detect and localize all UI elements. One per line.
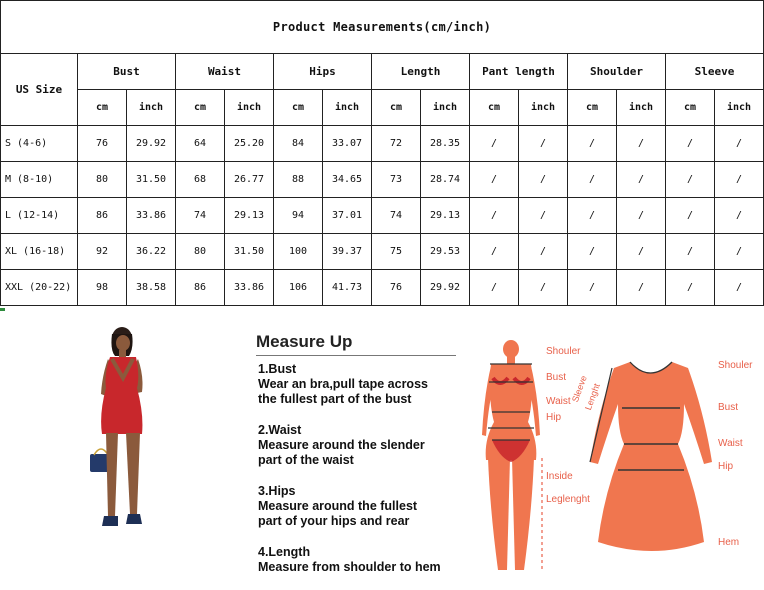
dress-label-hem: Hem (718, 537, 740, 548)
model-photo (82, 326, 172, 538)
step-heading: 3.Hips (258, 484, 296, 498)
measurement-cell: / (617, 162, 666, 198)
measurement-cell: / (568, 162, 617, 198)
table-row (1, 234, 764, 270)
measurement-cell: 100 (274, 234, 323, 270)
measurement-cell: / (666, 270, 715, 306)
measurement-cell: 64 (176, 126, 225, 162)
measure-guide (0, 308, 764, 590)
measure-up-title: Measure Up (256, 332, 353, 351)
unit-inch-header: inch (421, 90, 470, 126)
step-heading: 2.Waist (258, 423, 302, 437)
measurement-cell: 28.74 (421, 162, 470, 198)
step-heading: 4.Length (258, 545, 311, 559)
measurement-cell: / (666, 126, 715, 162)
table-row (1, 162, 764, 198)
measurement-cell: 25.20 (225, 126, 274, 162)
measurement-cell: 38.58 (127, 270, 176, 306)
measurement-cell: / (617, 126, 666, 162)
measurement-cell: / (715, 162, 764, 198)
table-row (1, 198, 764, 234)
step-heading: 1.Bust (258, 362, 297, 376)
step-line: part of the waist (258, 453, 354, 467)
step-hips (258, 484, 508, 529)
measurement-cell: 29.92 (421, 270, 470, 306)
table-row (1, 126, 764, 162)
dress-label-hip: Hip (718, 461, 734, 472)
measurement-cell: 39.37 (323, 234, 372, 270)
measurement-cell: 84 (274, 126, 323, 162)
dress-diagram (586, 352, 716, 562)
measurement-cell: 73 (372, 162, 421, 198)
measurement-cell: 76 (372, 270, 421, 306)
measurement-cell: / (519, 198, 568, 234)
group-header-waist: Waist (176, 54, 274, 90)
step-line: part of your hips and rear (258, 514, 410, 528)
body-label-leg-length: Leglenght (546, 494, 590, 505)
measurement-cell: 74 (372, 198, 421, 234)
step-line: the fullest part of the bust (258, 392, 412, 406)
measurement-cell: / (568, 198, 617, 234)
measurement-cell: 80 (78, 162, 127, 198)
measurement-cell: / (715, 198, 764, 234)
unit-inch-header: inch (519, 90, 568, 126)
group-header-hips: Hips (274, 54, 372, 90)
measurement-cell: 29.13 (225, 198, 274, 234)
measurement-cell: 37.01 (323, 198, 372, 234)
group-header-sleeve: Sleeve (666, 54, 764, 90)
body-label-shoulder: Shouler (546, 346, 581, 357)
measurement-cell: / (666, 198, 715, 234)
measurement-cell: / (519, 270, 568, 306)
measurement-cell: 86 (78, 198, 127, 234)
measurement-cell: / (617, 234, 666, 270)
size-cell: S (4-6) (1, 126, 78, 162)
unit-inch-header: inch (323, 90, 372, 126)
unit-cm-header: cm (274, 90, 323, 126)
measurement-cell: / (470, 234, 519, 270)
measurement-cell: 106 (274, 270, 323, 306)
measurement-cell: 34.65 (323, 162, 372, 198)
step-length (258, 545, 508, 575)
unit-cm-header: cm (372, 90, 421, 126)
group-header-length: Length (372, 54, 470, 90)
corner-mark (0, 308, 5, 311)
group-header-bust: Bust (78, 54, 176, 90)
group-header-pant-length: Pant length (470, 54, 568, 90)
measurement-cell: / (715, 270, 764, 306)
measurement-cell: 76 (78, 126, 127, 162)
measurement-cell: 86 (176, 270, 225, 306)
measurement-cell: / (470, 270, 519, 306)
measurement-cell: 36.22 (127, 234, 176, 270)
step-bust (258, 362, 508, 407)
measurement-cell: 75 (372, 234, 421, 270)
measurement-cell: / (470, 162, 519, 198)
measurement-cell: 29.53 (421, 234, 470, 270)
measurement-cell: / (519, 234, 568, 270)
measurement-cell: / (519, 162, 568, 198)
body-silhouette-diagram (476, 340, 546, 578)
measurement-cell: / (617, 270, 666, 306)
measurement-cell: 72 (372, 126, 421, 162)
measurement-cell: / (470, 126, 519, 162)
measurement-cell: / (715, 126, 764, 162)
measurement-cell: 29.13 (421, 198, 470, 234)
unit-inch-header: inch (127, 90, 176, 126)
unit-cm-header: cm (78, 90, 127, 126)
table-row (1, 270, 764, 306)
measurement-cell: 29.92 (127, 126, 176, 162)
group-header-shoulder: Shoulder (568, 54, 666, 90)
measurement-cell: 80 (176, 234, 225, 270)
measurement-cell: / (715, 234, 764, 270)
unit-cm-header: cm (568, 90, 617, 126)
measurement-cell: / (666, 162, 715, 198)
body-label-bust: Bust (546, 372, 567, 383)
measurement-cell: 88 (274, 162, 323, 198)
measurement-cell: 33.86 (127, 198, 176, 234)
body-label-waist: Waist (546, 396, 571, 407)
step-line: Wear an bra,pull tape across (258, 377, 428, 391)
step-line: Measure around the slender (258, 438, 425, 452)
measurement-cell: / (617, 198, 666, 234)
table-title: Product Measurements(cm/inch) (1, 1, 764, 54)
measurement-cell: 33.86 (225, 270, 274, 306)
unit-inch-header: inch (617, 90, 666, 126)
measurement-cell: / (666, 234, 715, 270)
size-cell: M (8-10) (1, 162, 78, 198)
measurement-cell: / (519, 126, 568, 162)
dress-label-shoulder: Shouler (718, 360, 753, 371)
measurement-cell: 68 (176, 162, 225, 198)
measurement-cell: 28.35 (421, 126, 470, 162)
body-label-hip: Hip (546, 412, 562, 423)
measurement-cell: / (470, 198, 519, 234)
measurement-cell: 94 (274, 198, 323, 234)
measurement-cell: 26.77 (225, 162, 274, 198)
sleeve-word: Sleeve (570, 374, 589, 404)
step-waist (258, 423, 508, 468)
measurement-cell: 74 (176, 198, 225, 234)
measurement-cell: / (568, 270, 617, 306)
measure-up-divider (256, 355, 456, 356)
dress-label-bust: Bust (718, 402, 739, 413)
body-label-inside: Inside (546, 471, 573, 482)
sleeve-length-word: Lenght (583, 382, 602, 412)
size-cell: L (12-14) (1, 198, 78, 234)
dress-label-waist: Waist (718, 438, 743, 449)
unit-cm-header: cm (470, 90, 519, 126)
unit-cm-header: cm (666, 90, 715, 126)
measurement-cell: 33.07 (323, 126, 372, 162)
measurement-cell: 92 (78, 234, 127, 270)
unit-inch-header: inch (715, 90, 764, 126)
size-cell: XL (16-18) (1, 234, 78, 270)
measurement-cell: 41.73 (323, 270, 372, 306)
size-cell: XXL (20-22) (1, 270, 78, 306)
step-line: Measure around the fullest (258, 499, 418, 513)
measurement-cell: 31.50 (225, 234, 274, 270)
unit-inch-header: inch (225, 90, 274, 126)
measurement-cell: 98 (78, 270, 127, 306)
size-column-header: US Size (1, 54, 78, 126)
measurement-cell: / (568, 234, 617, 270)
measurement-cell: / (568, 126, 617, 162)
measurement-cell: 31.50 (127, 162, 176, 198)
unit-cm-header: cm (176, 90, 225, 126)
step-line: Measure from shoulder to hem (258, 560, 441, 574)
